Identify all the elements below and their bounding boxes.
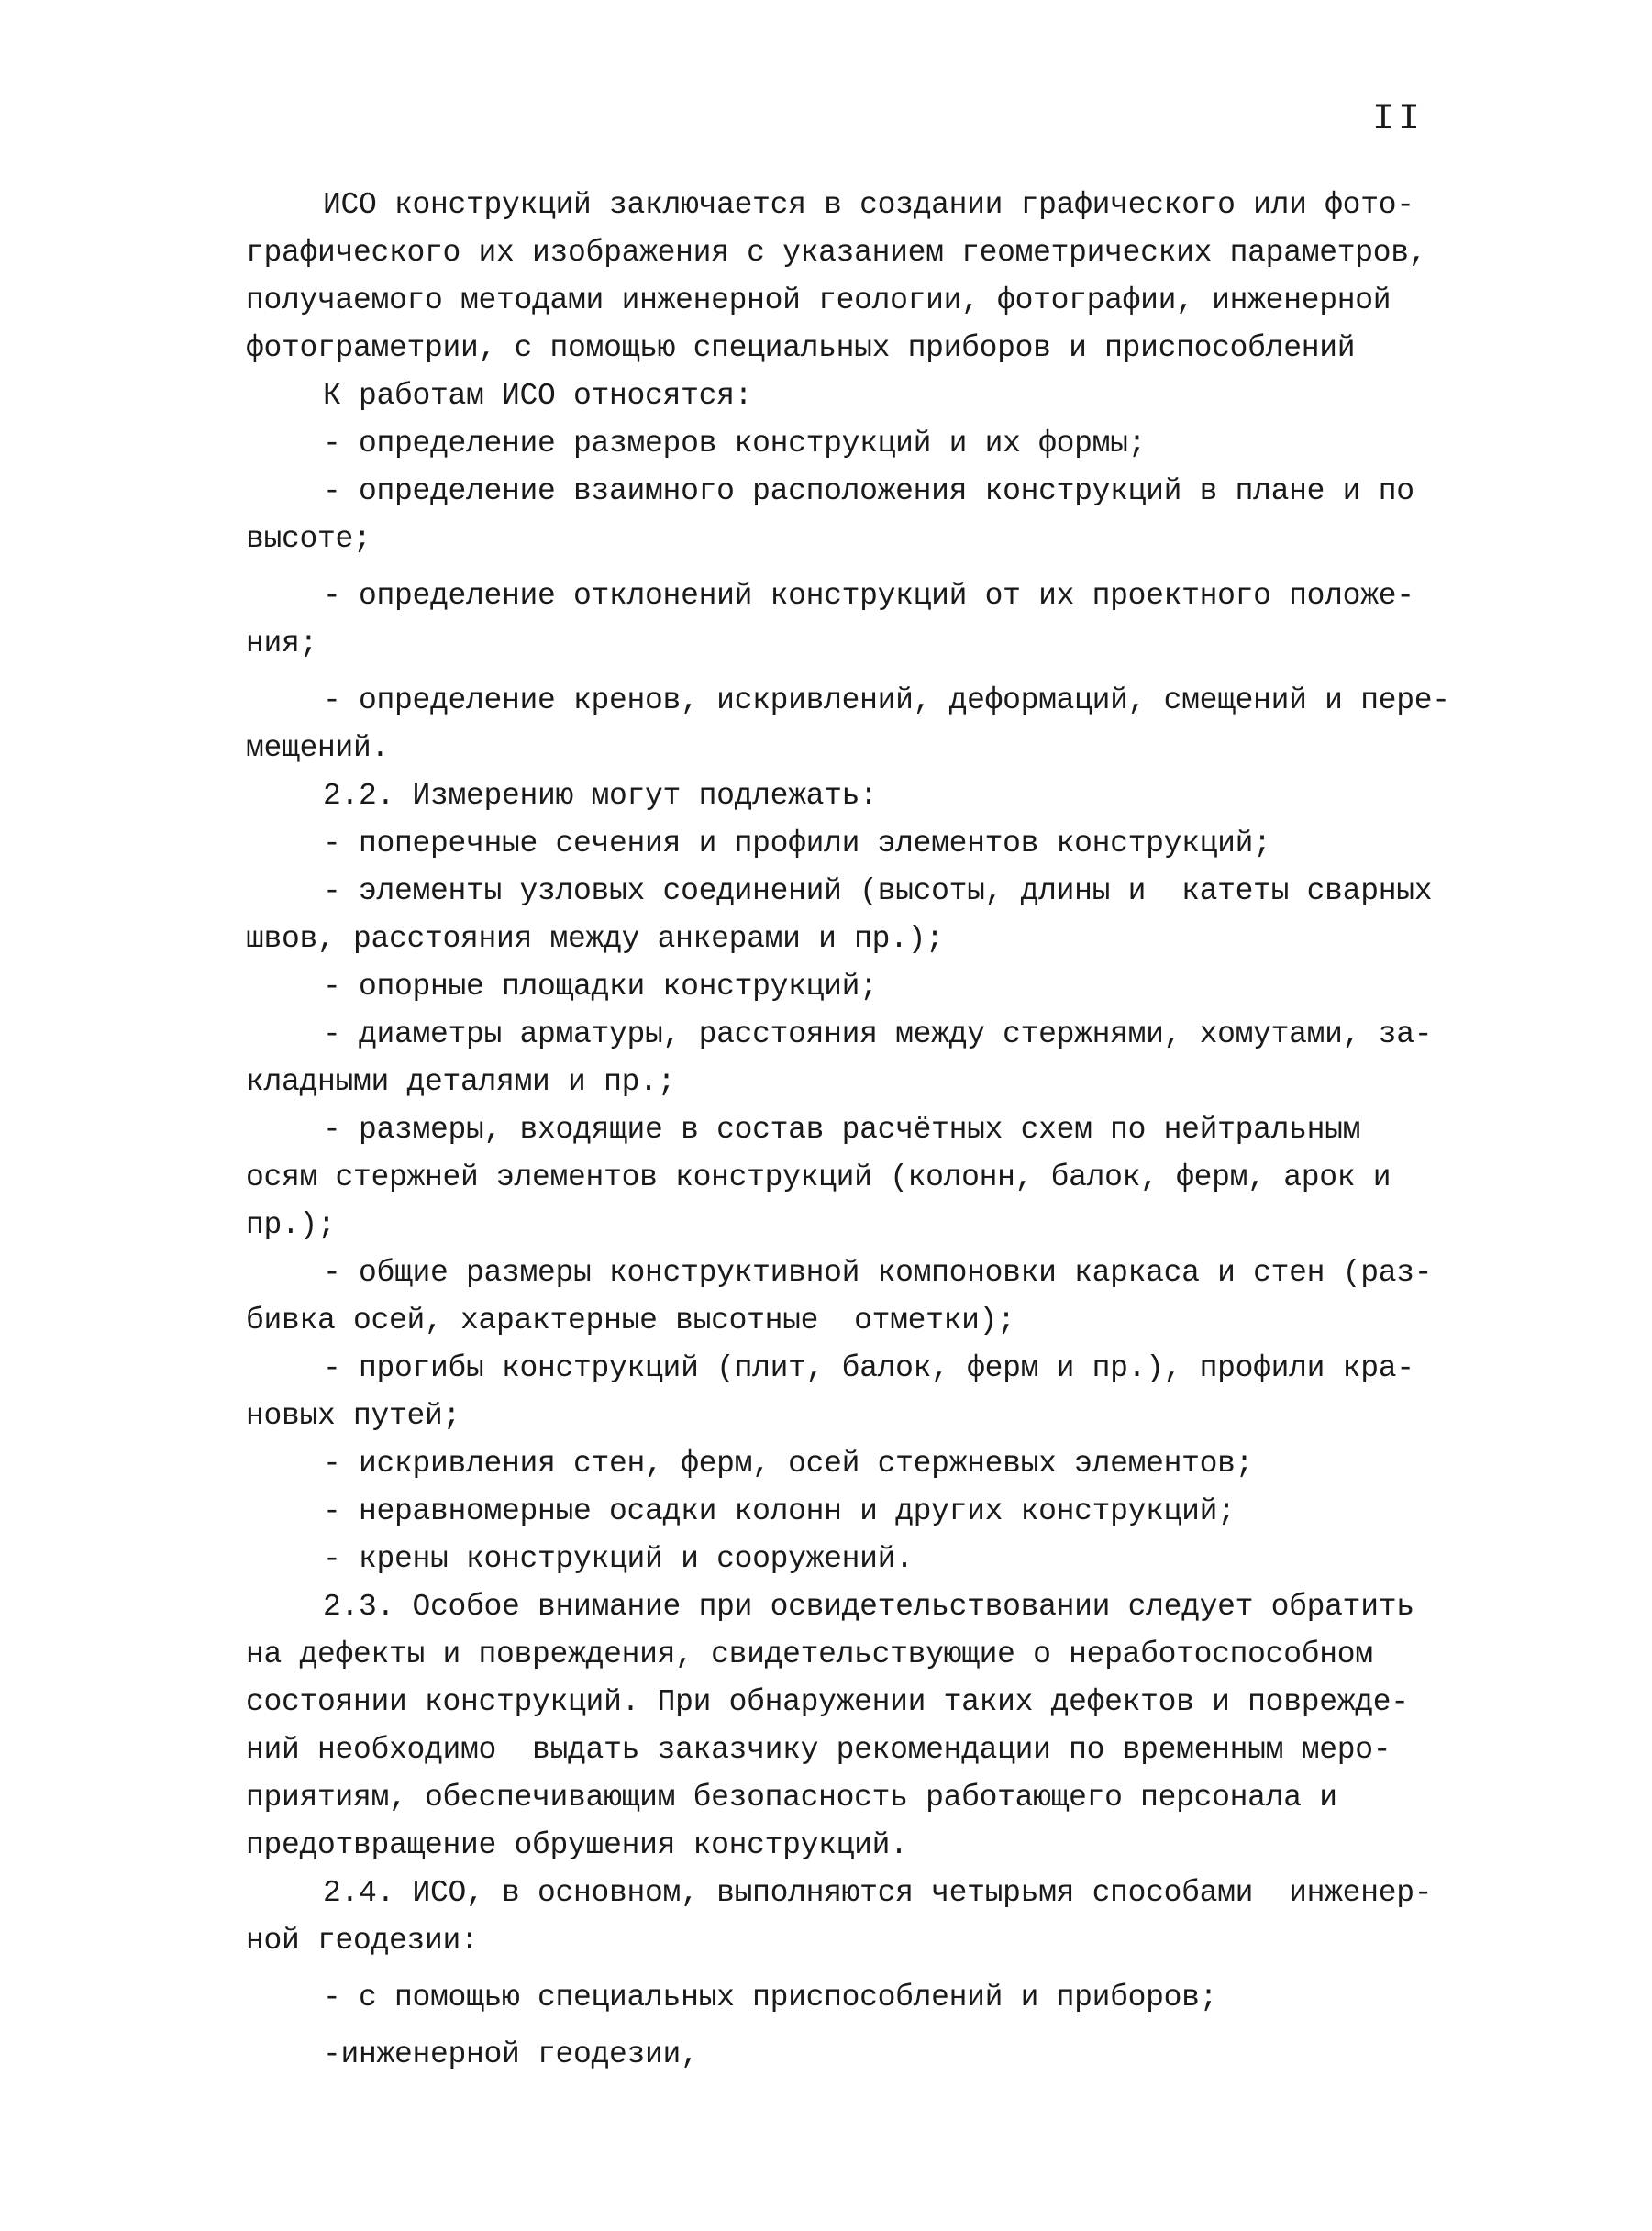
text-line: - общие размеры конструктивной компоновки каркаса и стен (раз- <box>323 1256 1433 1290</box>
text-line: - определение кренов, искривлений, деформаций, смещений и пере- <box>323 683 1450 717</box>
text-line: - элементы узловых соединений (высоты, длины и катеты сварных <box>323 874 1433 908</box>
section-heading-2-4: 2.4. ИСО, в основном, выполняются четырьмя способами инженер- <box>323 1876 1433 1910</box>
text-line: ной геодезии: <box>246 1924 479 1958</box>
text-line: приятиям, обеспечивающим безопасность работающего персонала и <box>246 1781 1337 1815</box>
text-line: -инженерной геодезии, <box>323 2037 699 2071</box>
text-line: ния; <box>246 627 318 660</box>
text-line: - размеры, входящие в состав расчётных схем по нейтральным <box>323 1113 1361 1147</box>
text-line: состоянии конструкций. При обнаружении таких дефектов и поврежде- <box>246 1685 1409 1719</box>
text-line: - крены конструкций и сооружений. <box>323 1542 914 1576</box>
text-line: кладными деталями и пр.; <box>246 1065 676 1099</box>
text-line: пр.); <box>246 1208 336 1242</box>
text-line: фотограметрии, с помощью специальных приборов и приспособлений <box>246 331 1356 365</box>
text-line: новых путей; <box>246 1399 461 1433</box>
document-body <box>246 182 1530 2079</box>
text-line: К работам ИСО относятся: <box>323 379 753 413</box>
text-line: бивка осей, характерные высотные отметки); <box>246 1304 1015 1337</box>
text-line: - искривления стен, ферм, осей стержневых элементов; <box>323 1447 1254 1481</box>
text-line: - поперечные сечения и профили элементов конструкций; <box>323 827 1271 860</box>
text-line: графического их изображения с указанием геометрических параметров, <box>246 236 1427 270</box>
text-line: на дефекты и повреждения, свидетельствующие о неработоспособном <box>246 1637 1373 1671</box>
section-heading-2-3: 2.3. Особое внимание при освидетельствовании следует обратить <box>323 1590 1414 1624</box>
text-line: - определение отклонений конструкций от их проектного положе- <box>323 579 1414 613</box>
text-line: - определение размеров конструкций и их формы; <box>323 427 1147 461</box>
section-heading-2-2: 2.2. Измерению могут подлежать: <box>323 779 878 813</box>
text-line: - неравномерные осадки колонн и других конструкций; <box>323 1494 1236 1528</box>
text-line: осям стержней элементов конструкций (колонн, балок, ферм, арок и <box>246 1160 1391 1194</box>
text-line: получаемого методами инженерной геологии, фотографии, инженерной <box>246 283 1391 317</box>
text-line: высоте; <box>246 522 371 556</box>
text-line: - диаметры арматуры, расстояния между стержнями, хомутами, за- <box>323 1017 1433 1051</box>
text-line: мещений. <box>246 731 390 765</box>
text-line: ИСО конструкций заключается в создании графического или фото- <box>323 188 1414 222</box>
text-line: - опорные площадки конструкций; <box>323 970 878 1004</box>
text-line: - прогибы конструкций (плит, балок, ферм и пр.), профили кра- <box>323 1351 1414 1385</box>
text-line: ний необходимо выдать заказчику рекомендации по временным меро- <box>246 1733 1391 1767</box>
page-number: II <box>1372 99 1425 140</box>
text-line: предотвращение обрушения конструкций. <box>246 1828 908 1862</box>
text-line: швов, расстояния между анкерами и пр.); <box>246 922 944 956</box>
text-line: - определение взаимного расположения конструкций в плане и по <box>323 474 1414 508</box>
text-line: - с помощью специальных приспособлений и приборов; <box>323 1981 1218 2015</box>
